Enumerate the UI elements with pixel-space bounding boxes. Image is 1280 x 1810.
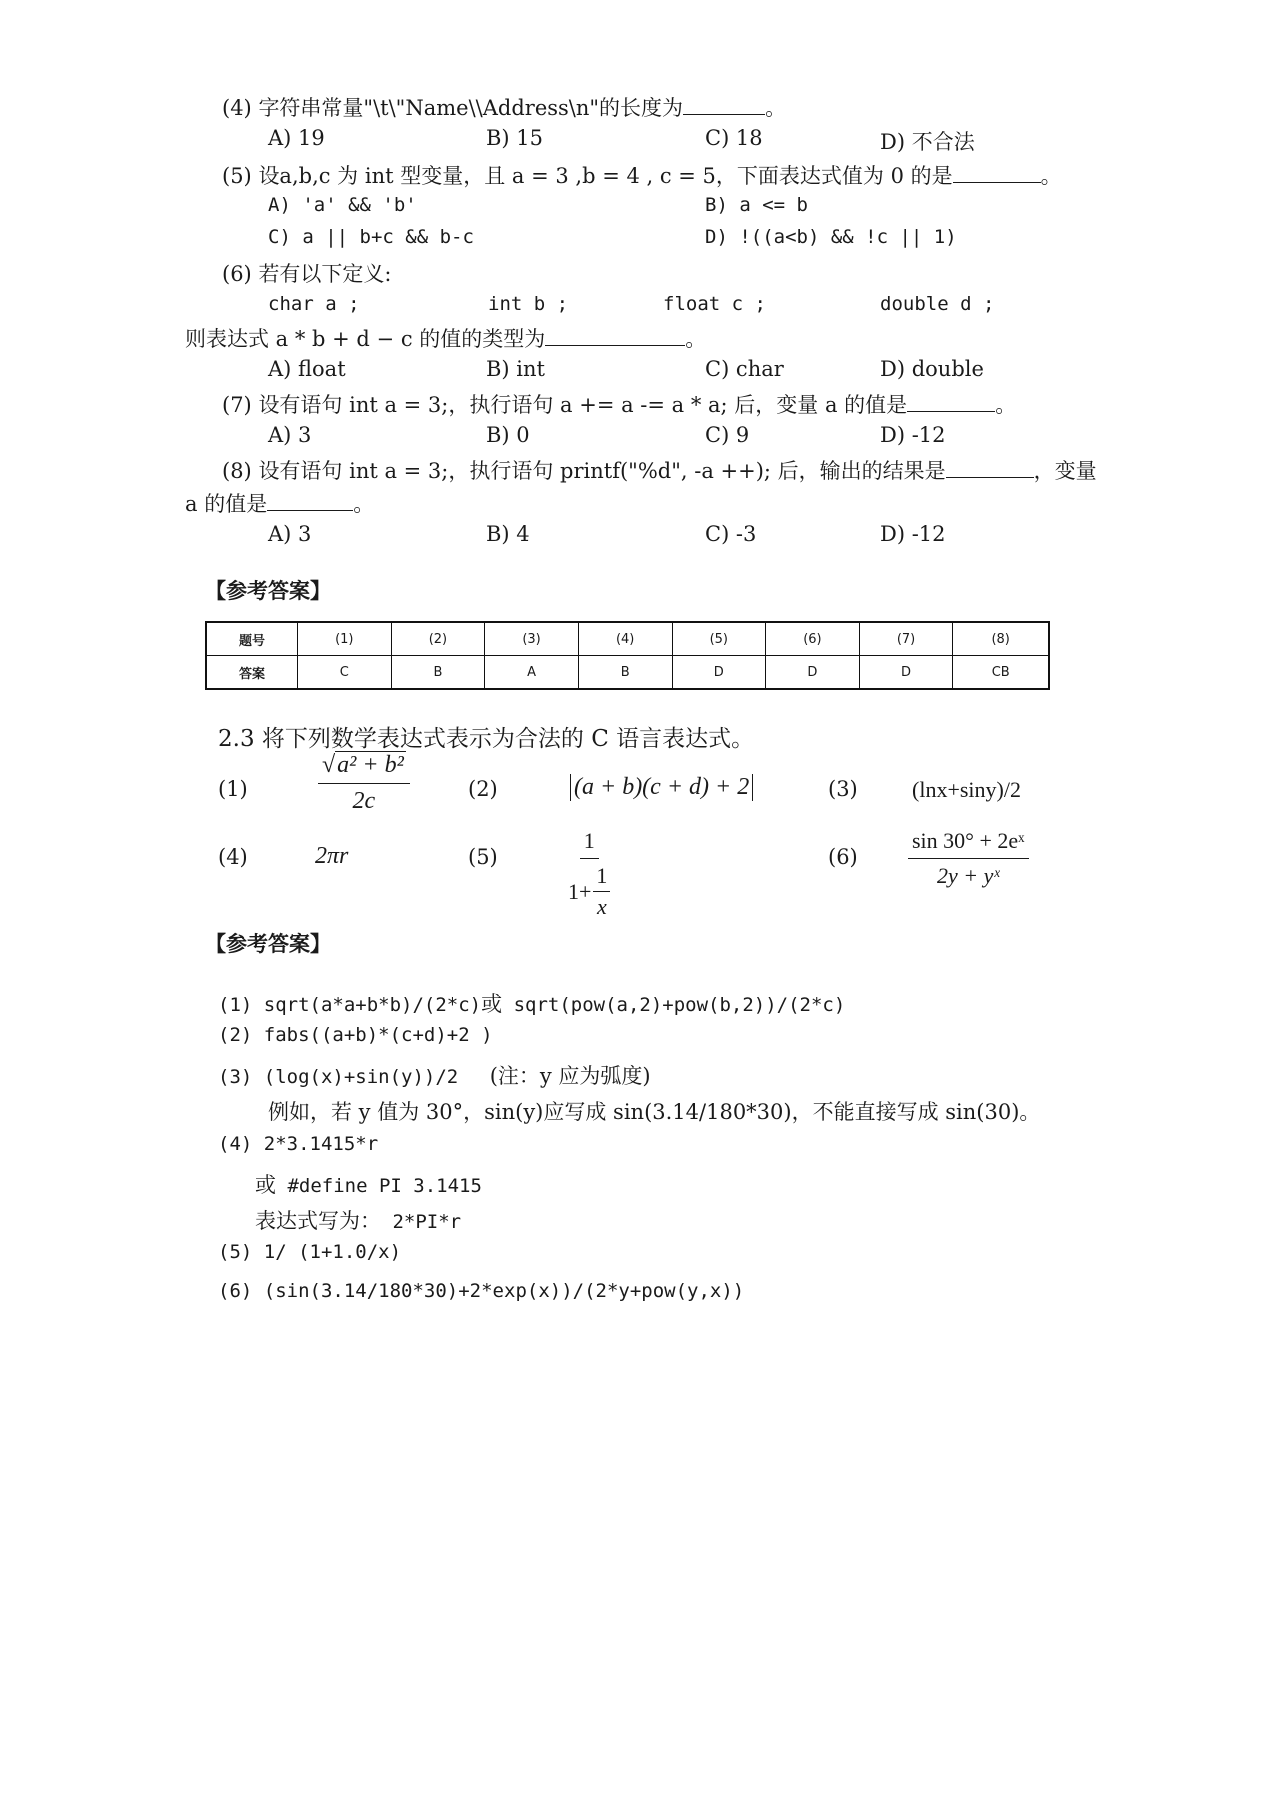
question-text-mid: ，变量	[1033, 459, 1097, 483]
option-b: B) int	[486, 357, 545, 381]
option-b: B) a <= b	[705, 194, 808, 216]
table-cell: C	[298, 656, 392, 690]
answer-code: 1/ (1+1.0/x)	[263, 1241, 402, 1263]
option-b: B) 4	[486, 522, 530, 546]
row-label-number: 题号	[206, 622, 298, 656]
option-d: D) !((a<b) && !c || 1)	[705, 226, 957, 248]
question-number: (4)	[222, 96, 252, 120]
expr-5-denominator	[568, 859, 610, 920]
table-cell: (1)	[298, 622, 392, 656]
answer-note: (注：y 应为弧度)	[489, 1064, 651, 1088]
option-d: D) -12	[880, 522, 946, 546]
sqrt-icon: √	[322, 752, 336, 778]
section-title: 2.3 将下列数学表达式表示为合法的 C 语言表达式。	[218, 726, 755, 752]
question-number: (6)	[222, 262, 252, 286]
question-8	[222, 455, 1097, 485]
expr-label-6: (6)	[828, 845, 858, 869]
punct: 。	[765, 96, 787, 120]
question-7	[222, 389, 1016, 419]
answer-number: (3)	[218, 1066, 253, 1088]
expr-4: 2πr	[315, 843, 349, 869]
option-d: D) double	[880, 357, 984, 381]
definition-double: double d ;	[880, 293, 995, 315]
answer-blank	[907, 411, 995, 412]
answer-code: 2*3.1415*r	[263, 1133, 379, 1155]
punct: 。	[685, 327, 707, 351]
answer-heading: 【参考答案】	[205, 578, 331, 603]
option-b: B) 15	[486, 126, 544, 150]
answer-blank	[267, 510, 353, 511]
expr-label-4: (4)	[218, 845, 248, 869]
answer-line-1	[218, 988, 845, 1018]
expr-5-den-lead: 1+	[568, 878, 592, 904]
answer-number: (1)	[218, 994, 253, 1016]
option-d: D) -12	[880, 423, 946, 447]
question-number: (5)	[222, 164, 252, 188]
answer-line-4-alt	[255, 1169, 482, 1199]
expr-6-numerator: sin 30° + 2eˣ	[908, 828, 1029, 859]
answer-line-3	[218, 1060, 651, 1090]
option-a: A) 'a' && 'b'	[268, 194, 417, 216]
expr-6-fraction	[908, 828, 1029, 889]
answer-code: (log(x)+sin(y))/2	[263, 1066, 459, 1088]
question-text: 字符串常量"\t\"Name\\Address\n"的长度为	[258, 96, 684, 120]
option-a: A) 3	[268, 423, 312, 447]
question-number: (8)	[222, 459, 252, 483]
question-6-line2	[185, 323, 706, 353]
question-number: (7)	[222, 393, 252, 417]
definition-char: char a ;	[268, 293, 360, 315]
expr-5-inner-fraction	[593, 863, 610, 920]
question-6	[222, 258, 392, 288]
answer-code: #define PI 3.1415	[287, 1175, 482, 1197]
table-cell: B	[391, 656, 485, 690]
expr-1-numerator: a² + b²	[337, 752, 404, 778]
question-5	[222, 160, 1062, 190]
answer-example: 例如，若 y 值为 30°，sin(y)应写成 sin(3.14/180*30)，不能直接写成 sin(30)。	[268, 1100, 1041, 1124]
answer-line-6	[218, 1280, 744, 1302]
expr-1-fraction	[318, 752, 410, 815]
table-cell: (3)	[485, 622, 579, 656]
answer-number: (4)	[218, 1133, 253, 1155]
answer-line-4-expr	[255, 1205, 461, 1235]
answer-heading: 【参考答案】	[205, 931, 331, 956]
expr-label-2: (2)	[468, 777, 498, 801]
answer-code: sqrt(a*a+b*b)/(2*c)	[263, 994, 482, 1016]
answer-line-5	[218, 1241, 401, 1263]
option-a: A) float	[268, 357, 346, 381]
table-cell: (5)	[672, 622, 766, 656]
answer-line-2	[218, 1024, 493, 1046]
question-text: 设有语句 int a = 3;，执行语句 a += a -= a * a; 后，变量 a 的值是	[258, 393, 908, 417]
table-cell: (6)	[766, 622, 860, 656]
table-cell: A	[485, 656, 579, 690]
answer-code-alt: sqrt(pow(a,2)+pow(b,2))/(2*c)	[513, 994, 846, 1016]
answer-blank	[545, 345, 685, 346]
answer-lead: 表达式写为：	[255, 1209, 381, 1233]
table-cell: (7)	[859, 622, 953, 656]
option-c: C) -3	[705, 522, 757, 546]
answer-number: (6)	[218, 1280, 253, 1302]
answer-number: (5)	[218, 1241, 253, 1263]
table-cell: CB	[953, 656, 1049, 690]
expr-2-absolute: (a + b)(c + d) + 2	[570, 774, 753, 801]
definition-float: float c ;	[663, 293, 766, 315]
answer-table	[205, 621, 1050, 690]
punct: 。	[1040, 164, 1062, 188]
table-cell: (2)	[391, 622, 485, 656]
answer-line-4	[218, 1133, 378, 1155]
answer-blank	[953, 182, 1041, 183]
expr-5-fraction	[568, 828, 610, 920]
answer-connector: 或	[481, 992, 503, 1016]
expr-6-denominator: 2y + yˣ	[936, 863, 1000, 888]
answer-connector: 或	[255, 1173, 276, 1197]
question-8-line2	[185, 488, 374, 518]
question-text: a 的值是	[185, 492, 268, 516]
punct: 。	[995, 393, 1017, 417]
question-text: 设有语句 int a = 3;，执行语句 printf("%d", -a ++); 后，输出的结果是	[258, 459, 946, 483]
answer-blank	[946, 477, 1034, 478]
expr-label-5: (5)	[468, 845, 498, 869]
definition-int: int b ;	[488, 293, 569, 315]
question-4	[222, 92, 786, 122]
option-b: B) 0	[486, 423, 530, 447]
option-d: D) 不合法	[880, 130, 975, 154]
table-cell: B	[578, 656, 672, 690]
expr-3: (lnx+siny)/2	[912, 777, 1021, 802]
punct: 。	[353, 492, 375, 516]
answer-blank	[683, 114, 765, 115]
answer-code: (sin(3.14/180*30)+2*exp(x))/(2*y+pow(y,x))	[263, 1280, 745, 1302]
table-row	[206, 656, 1049, 690]
option-a: A) 3	[268, 522, 312, 546]
question-text: 设a,b,c 为 int 型变量，且 a = 3 ,b = 4 , c = 5，下面表达式值为 0 的是	[258, 164, 953, 188]
table-cell: (4)	[578, 622, 672, 656]
option-c: C) 9	[705, 423, 750, 447]
table-cell: D	[766, 656, 860, 690]
expr-5-inner-denominator: x	[597, 894, 607, 919]
answer-code: 2*PI*r	[392, 1211, 462, 1233]
question-text: 则表达式 a * b + d − c 的值的类型为	[185, 327, 546, 351]
table-cell: D	[672, 656, 766, 690]
table-row	[206, 622, 1049, 656]
option-c: C) char	[705, 357, 784, 381]
expr-1-denominator: 2c	[352, 788, 376, 814]
expr-label-1: (1)	[218, 777, 248, 801]
table-cell: (8)	[953, 622, 1049, 656]
row-label-answer: 答案	[206, 656, 298, 690]
expr-5-inner-numerator: 1	[593, 863, 610, 892]
option-c: C) 18	[705, 126, 763, 150]
question-text: 若有以下定义:	[258, 262, 392, 286]
option-c: C) a || b+c && b-c	[268, 226, 474, 248]
table-cell: D	[859, 656, 953, 690]
expr-label-3: (3)	[828, 777, 858, 801]
expr-5-numerator: 1	[580, 828, 599, 859]
option-a: A) 19	[268, 126, 325, 150]
answer-code: fabs((a+b)*(c+d)+2 )	[263, 1024, 493, 1046]
answer-number: (2)	[218, 1024, 253, 1046]
